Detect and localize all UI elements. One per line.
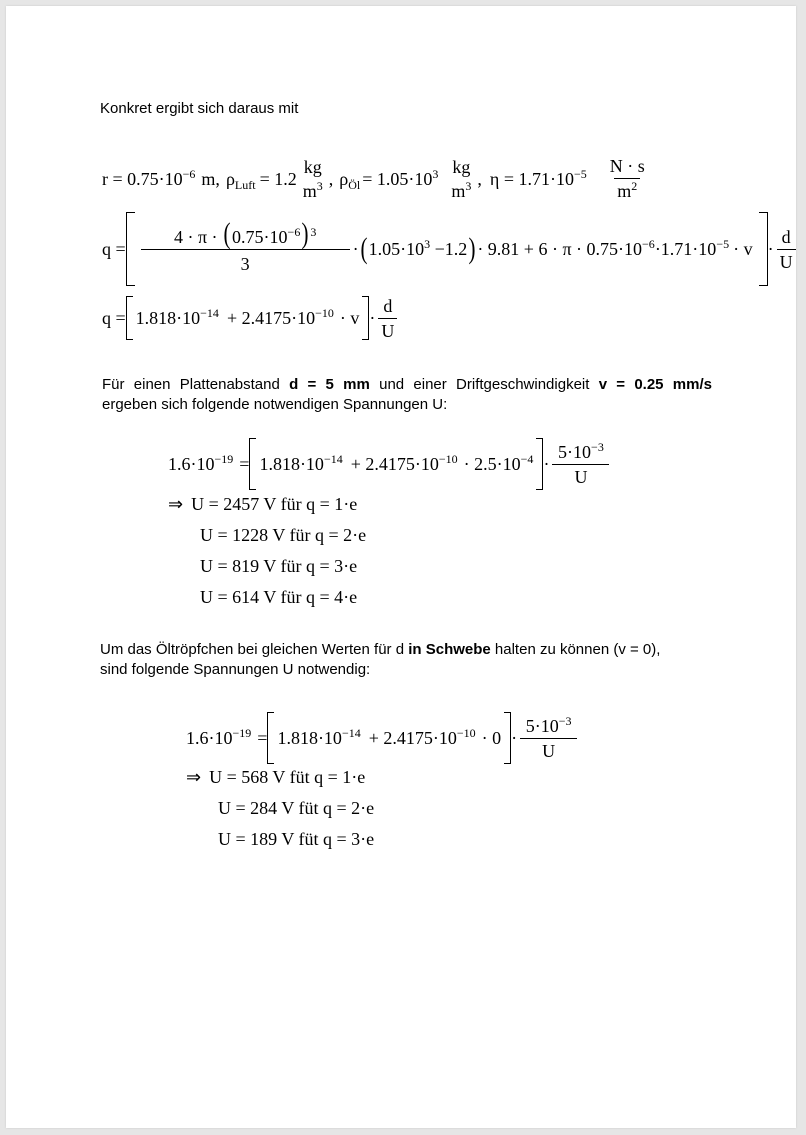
eq3-bracket-open bbox=[126, 296, 133, 340]
result-line: ⇒ U = 568 V füt q = 1·e bbox=[186, 767, 366, 787]
eq3-term-b: + $2.4175\cdot 10^{-10}$ bbox=[226, 306, 334, 328]
eq5-lhs: $1.6\cdot 10^{-19}$ bbox=[186, 726, 252, 748]
eq4-dot: · bbox=[543, 454, 550, 474]
eq3-dot: · bbox=[369, 308, 376, 328]
eq5-dot: · bbox=[511, 728, 518, 748]
paragraph-suspension: Um das Öltröpfchen bei gleichen Werten für d in Schwebe halten zu können (v = 0), bbox=[100, 641, 661, 658]
equation-voltage-drift bbox=[168, 438, 612, 490]
result-line: ⇒ U = 2457 V für q = 1·e bbox=[168, 494, 358, 514]
eq2-dot-b: · bbox=[767, 239, 774, 259]
eq2-paren-close: ) bbox=[468, 232, 476, 265]
eq1-unit-ns-m2: $\frac{N \cdot s}{m^2}$ bbox=[609, 156, 645, 201]
eq5-fraction: $\frac{5\cdot 10^{-3}}{U}$ bbox=[520, 716, 577, 761]
implies-arrow-icon: ⇒ bbox=[168, 494, 184, 514]
implies-arrow-icon: ⇒ bbox=[186, 767, 202, 787]
eq1-comma-b: , bbox=[477, 168, 482, 189]
eq1-rho-oel-value: = $1.05\cdot 10^3$ bbox=[362, 166, 439, 189]
result-line: U = 819 V für q = 3·e bbox=[200, 556, 358, 576]
paragraph-plate-distance-line2: ergeben sich folgende notwendigen Spannungen U: bbox=[102, 396, 448, 413]
eq4-bracket-close bbox=[536, 438, 543, 490]
eq1-r: $r = 0.75\cdot 10^{-6}$ bbox=[102, 166, 196, 189]
eq2-lhs: q = bbox=[102, 239, 126, 259]
eq3-bracket-close bbox=[362, 296, 369, 340]
results-drift-list bbox=[168, 494, 366, 618]
eq4-term-b: + $2.4175\cdot 10^{-10}$ bbox=[350, 452, 458, 474]
eq4-term-a: $1.818\cdot 10^{-14}$ bbox=[259, 452, 343, 474]
eq3-term-a: $1.818\cdot 10^{-14}$ bbox=[135, 306, 219, 328]
eq2-bracket-close bbox=[759, 212, 768, 286]
eq5-bracket-open bbox=[267, 712, 274, 764]
equation-parameters bbox=[102, 156, 651, 201]
equation-q-formula bbox=[102, 212, 796, 286]
results-suspended-list bbox=[186, 767, 374, 860]
eq1-rho-luft: $\rho_{Luft}$ bbox=[225, 168, 256, 192]
eq2-stokes-term: · $9.81 + 6 \cdot \pi \cdot 0.75\cdot 10^{-6}\cdot 1.71\cdot 10^{-5} \cdot v$ bbox=[477, 237, 753, 259]
eq1-unit-kg-m3-b: kg $m^3$ bbox=[451, 156, 472, 201]
result-line: U = 189 V füt q = 3·e bbox=[218, 829, 375, 849]
eq1-rho-oel: $\rho_{Öl}$ bbox=[339, 168, 361, 192]
eq1-unit-kg-m3-a: kg $m^3$ bbox=[302, 156, 323, 201]
eq4-equals: = bbox=[239, 454, 250, 474]
result-line: U = 284 V füt q = 2·e bbox=[218, 798, 375, 818]
paragraph-suspension-line2: sind folgende Spannungen U notwendig: bbox=[100, 661, 371, 678]
eq2-dot-a: · bbox=[352, 239, 359, 259]
result-line: U = 1228 V für q = 2·e bbox=[200, 525, 367, 545]
eq1-eta: $\eta = 1.71\cdot 10^{-5}$ bbox=[489, 166, 587, 189]
eq1-r-unit: m, bbox=[201, 168, 220, 189]
eq4-term-c: · $2.5\cdot 10^{-4}$ bbox=[463, 452, 534, 474]
eq1-comma-a: , bbox=[328, 168, 334, 189]
eq2-bracket-open bbox=[126, 212, 135, 286]
eq3-term-c: · v bbox=[339, 308, 360, 328]
intro-text: Konkret ergibt sich daraus mit bbox=[100, 100, 299, 117]
equation-q-simplified bbox=[102, 296, 400, 340]
eq1-rho-luft-value: = 1.2 bbox=[259, 168, 297, 189]
eq3-lhs: q = bbox=[102, 308, 126, 328]
eq2-paren-open: ( bbox=[360, 232, 368, 265]
eq4-lhs: $1.6\cdot 10^{-19}$ bbox=[168, 452, 234, 474]
eq5-term-c: · 0 bbox=[481, 728, 502, 748]
eq4-bracket-open bbox=[249, 438, 256, 490]
eq4-fraction: $\frac{5\cdot 10^{-3}}{U}$ bbox=[552, 442, 609, 487]
document-page bbox=[6, 6, 796, 1128]
eq5-term-a: $1.818\cdot 10^{-14}$ bbox=[277, 726, 361, 748]
eq5-term-b: + $2.4175\cdot 10^{-10}$ bbox=[368, 726, 476, 748]
eq2-density-diff: $1.05\cdot 10^3 -1.2$ bbox=[368, 237, 468, 259]
eq5-bracket-close bbox=[504, 712, 511, 764]
equation-voltage-suspended bbox=[186, 712, 580, 764]
eq2-d-over-U: $\frac{d}{U}$ bbox=[777, 227, 796, 272]
eq3-d-over-U: $\frac{d}{U}$ bbox=[378, 296, 397, 341]
paragraph-plate-distance: Für einen Plattenabstand d = 5 mm und einer Driftgeschwindigkeit v = 0.25 mm/s bbox=[102, 376, 712, 393]
result-line: U = 614 V für q = 4·e bbox=[200, 587, 358, 607]
eq2-volume-fraction: $\frac{4 \cdot \pi \cdot (0.75\cdot 10^{-6}) ^3}{3}$ bbox=[141, 224, 350, 274]
eq5-equals: = bbox=[257, 728, 268, 748]
